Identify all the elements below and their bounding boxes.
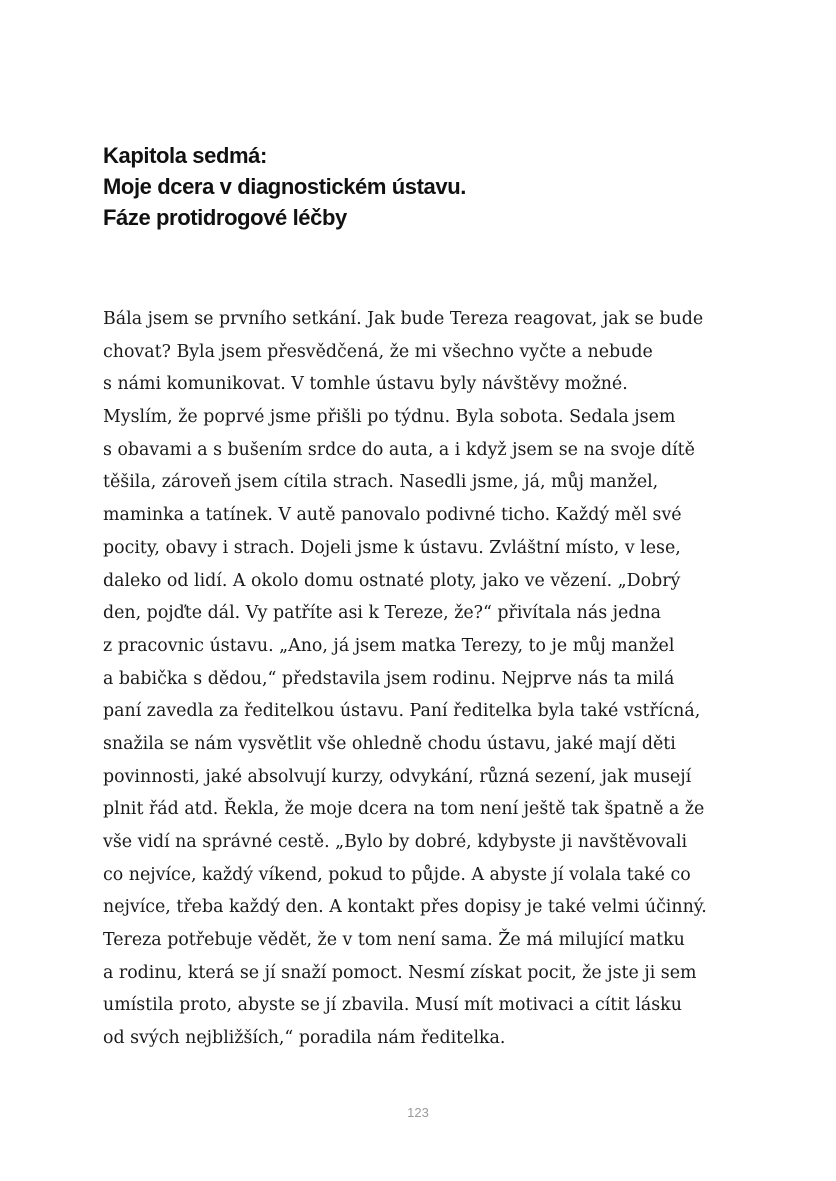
text-line: chovat? Byla jsem přesvědčená, že mi všechno vyčte a nebude [103,341,653,362]
text-line: povinnosti, jaké absolvují kurzy, odvykání, různá sezení, jak musejí [103,766,692,787]
text-line: s obavami a s bušením srdce do auta, a i když jsem se na svoje dítě [103,439,695,460]
text-line: snažila se nám vysvětlit vše ohledně chodu ústavu, jaké mají děti [103,733,676,754]
text-line: Tereza potřebuje vědět, že v tom není sama. Že má milující matku [103,930,685,951]
page-number: 123 [407,1105,429,1120]
chapter-heading-line: Fáze protidrogové léčby [103,205,347,230]
text-line: od svých nejbližších,“ poradila nám ředitelka. [103,1028,506,1049]
text-line: vše vidí na správné cestě. „Bylo by dobré, kdybyste ji navštěvovali [103,832,688,852]
text-line: maminka a tatínek. V autě panovalo podivné ticho. Každý měl své [103,505,682,526]
text-line: paní zavedla za ředitelkou ústavu. Paní ředitelka byla také vstřícná, [103,701,701,722]
text-line: Bála jsem se prvního setkání. Jak bude Tereza reagovat, jak se bude [103,309,704,329]
text-line: den, pojďte dál. Vy patříte asi k Tereze, že?“ přivítala nás jedna [103,603,662,624]
text-line: umístila proto, abyste se jí zbavila. Musí mít motivaci a cítit lásku [103,995,682,1016]
text-line: plnit řád atd. Řekla, že moje dcera na tom není ještě tak špatně a že [103,799,705,820]
text-line: a babička s dědou,“ představila jsem rodinu. Nejprve nás ta milá [103,668,675,689]
text-line: těšila, zároveň jsem cítila strach. Nasedli jsme, já, můj manžel, [103,472,659,493]
chapter-heading-line: Moje dcera v diagnostickém ústavu. [103,174,466,199]
text-line: daleko od lidí. A okolo domu ostnaté ploty, jako ve vězení. „Dobrý [103,570,681,591]
text-line: a rodinu, která se jí snaží pomoct. Nesmí získat pocit, že jste ji sem [103,962,697,983]
text-line: z pracovnic ústavu. „Ano, já jsem matka Terezy, to je můj manžel [103,635,675,656]
body-paragraph [103,303,763,1055]
chapter-heading-line: Kapitola sedmá: [103,143,267,168]
chapter-heading [103,140,743,233]
text-line: nejvíce, třeba každý den. A kontakt přes dopisy je také velmi účinný. [103,897,707,918]
text-line: co nejvíce, každý víkend, pokud to půjde. A abyste jí volala také co [103,864,691,885]
text-line: pocity, obavy i strach. Dojeli jsme k ústavu. Zvláštní místo, v lese, [103,537,681,558]
text-line: s námi komunikovat. V tomhle ústavu byly návštěvy možné. [103,374,628,395]
text-line: Myslím, že poprvé jsme přišli po týdnu. Byla sobota. Sedala jsem [103,407,676,428]
